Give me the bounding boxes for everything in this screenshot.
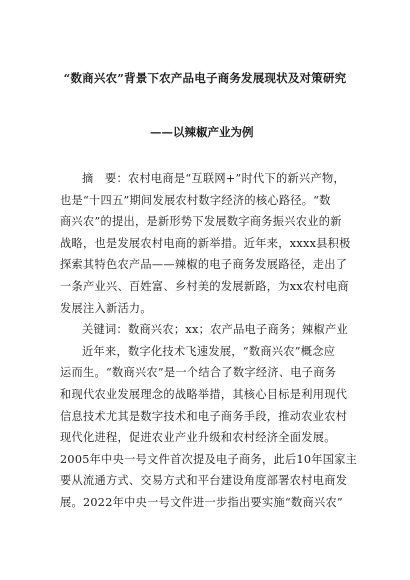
abstract-line: 商兴农”的提出，是新形势下发展数字商务振兴农业的新 <box>60 215 342 229</box>
intro-line: 运而生。“数商兴农”是一个结合了数字经济、电子商务 <box>60 366 337 380</box>
keywords-line: 关键词：数商兴农；xx；农产品电子商务；辣椒产业 <box>82 323 348 337</box>
intro-line: 近年来，数字化技术飞速发展，“数商兴农”概念应 <box>82 344 336 358</box>
abstract-line: 也是“十四五”期间发展农村数字经济的核心路径。“数 <box>60 193 331 207</box>
intro-line: 和现代农业发展理念的战略举措，其核心目标是利用现代 <box>60 387 348 401</box>
abstract-line: 探索其特色农产品——辣椒的电子商务发展路径，走出了 <box>60 258 348 272</box>
abstract-line: 摘 要：农村电商是“互联网+”时代下的新兴产物， <box>82 172 345 185</box>
intro-line: 要从流通方式、交易方式和平台建设角度部署农村电商发 <box>60 474 348 488</box>
document-title: “数商兴农”背景下农产品电子商务发展现状及对策研究 <box>63 71 347 85</box>
abstract-paragraph <box>60 168 360 319</box>
document-body <box>60 168 360 514</box>
intro-line: 展。2022年中央一号文件进一步指出要实施“数商兴农” <box>60 495 343 509</box>
abstract-line: 一条产业兴、百姓富、乡村美的发展新路，为xx农村电商 <box>60 279 349 293</box>
abstract-line: 发展注入新活力。 <box>60 301 152 315</box>
intro-line: 信息技术尤其是数字技术和电子商务手段，推动农业农村 <box>60 409 348 423</box>
intro-line: 2005年中央一号文件首次提及电子商务，此后10年国家主 <box>60 452 358 466</box>
intro-line: 现代化进程，促进农业产业升级和农村经济全面发展。 <box>60 431 336 445</box>
document-subtitle: ——以辣椒产业为例 <box>150 125 254 139</box>
abstract-line: 战略，也是发展农村电商的新举措。近年来，xxxx县积极 <box>60 236 351 250</box>
intro-paragraph <box>60 341 360 514</box>
